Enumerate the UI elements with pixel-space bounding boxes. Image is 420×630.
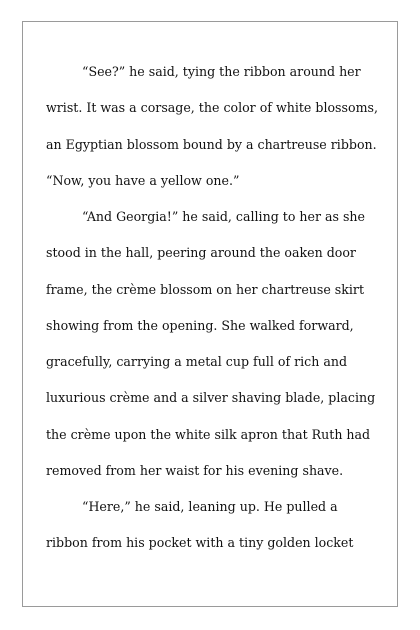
text-line-9: gracefully, carrying a metal cup full of rich and bbox=[46, 354, 348, 369]
text-line-3: an Egyptian blossom bound by a chartreuse ribbon. bbox=[46, 137, 377, 152]
text-line-12: removed from her waist for his evening shave. bbox=[46, 463, 344, 478]
text-line-4: “Now, you have a yellow one.” bbox=[46, 173, 240, 188]
text-line-13: “Here,” he said, leaning up. He pulled a bbox=[82, 499, 338, 514]
text-line-1: “See?” he said, tying the ribbon around her bbox=[82, 64, 361, 79]
text-line-2: wrist. It was a corsage, the color of white blossoms, bbox=[46, 100, 378, 115]
text-line-10: luxurious crème and a silver shaving blade, placing bbox=[46, 390, 376, 405]
text-line-6: stood in the hall, peering around the oaken door bbox=[46, 245, 356, 260]
text-line-11: the crème upon the white silk apron that Ruth had bbox=[46, 427, 371, 442]
text-line-7: frame, the crème blossom on her chartreuse skirt bbox=[46, 282, 365, 297]
text-line-8: showing from the opening. She walked forward, bbox=[46, 318, 354, 333]
text-line-5: “And Georgia!” he said, calling to her as she bbox=[82, 209, 365, 224]
text-line-14: ribbon from his pocket with a tiny golden locket bbox=[46, 535, 354, 550]
